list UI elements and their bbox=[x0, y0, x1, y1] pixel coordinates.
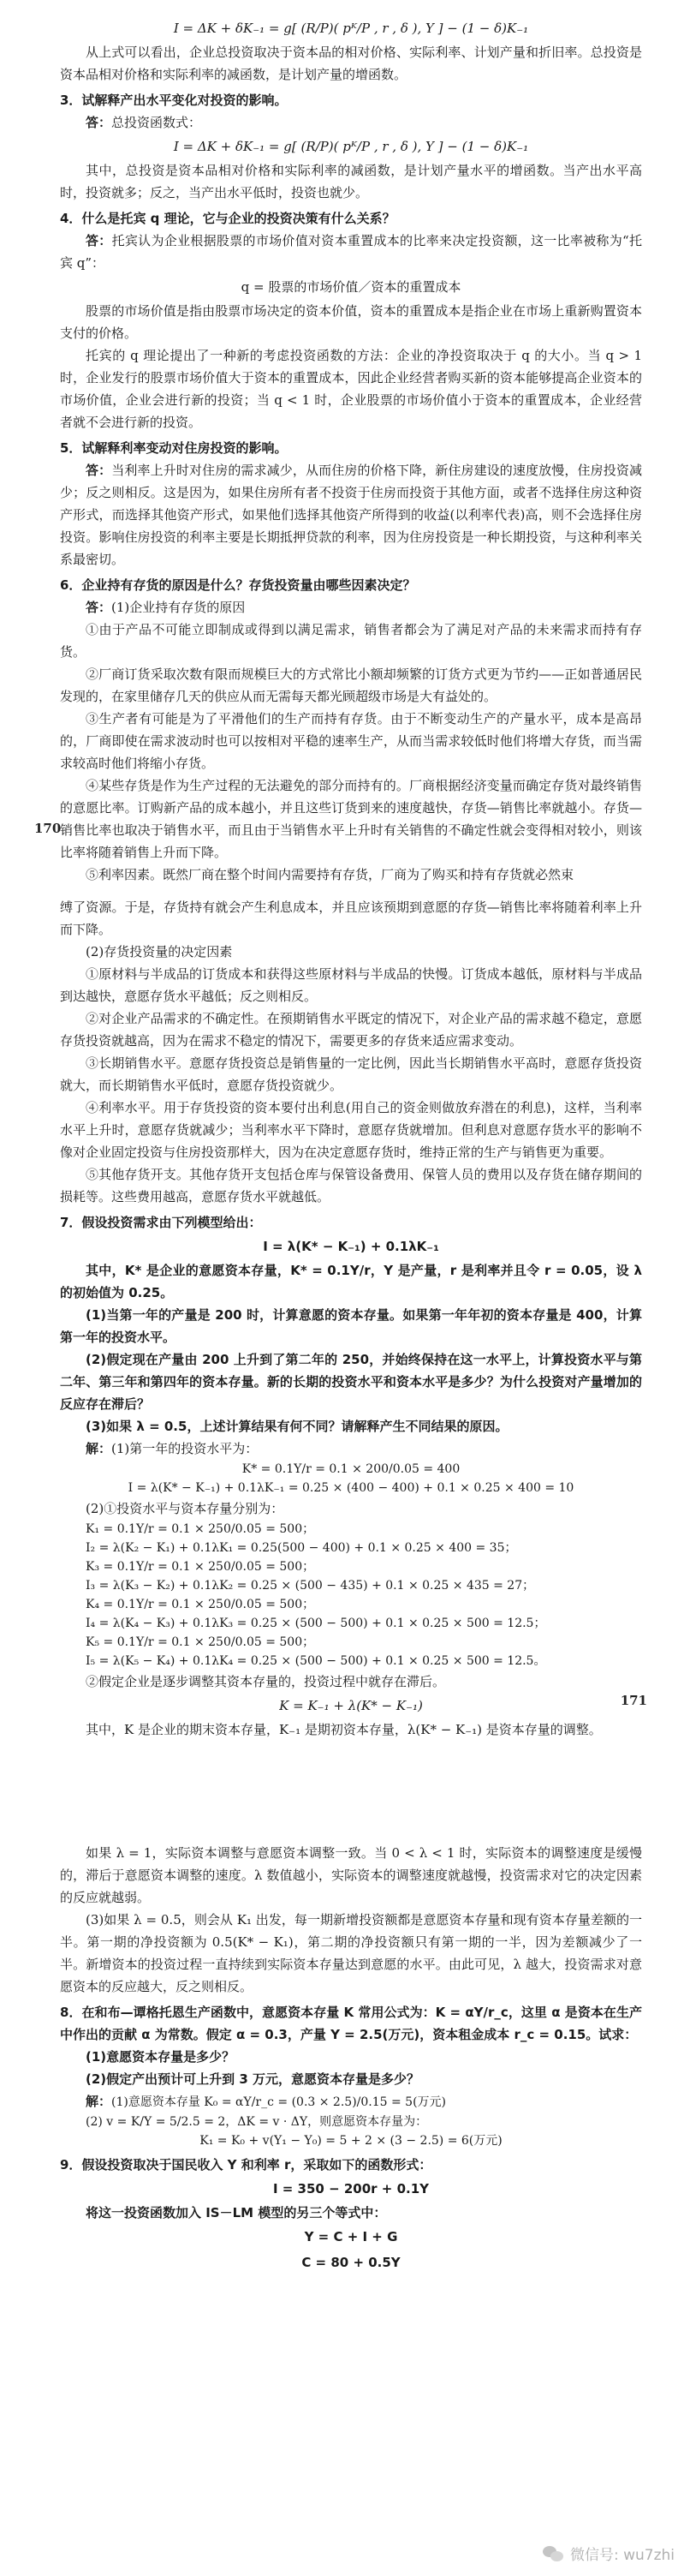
solution-label: 解： bbox=[86, 2094, 112, 2109]
answer-label: 答： bbox=[86, 463, 112, 478]
question-7: 7．假设投资需求由下列模型给出： bbox=[60, 1215, 262, 1230]
calc-line: K₁ = K₀ + v(Y₁ − Y₀) = 5 + 2 × (3 − 2.5) = 6(万元) bbox=[199, 2134, 503, 2148]
calc-line: I = λ(K* − K₋₁) + 0.1λK₋₁ = 0.25 × (400 − 400) + 0.1 × 0.25 × 400 = 10 bbox=[128, 1481, 574, 1495]
paragraph: ⑤其他存货开支。其他存货开支包括仓库与保管设备费用、保管人员的费用以及存货在储存期间的损耗等。这些费用越高，意愿存货水平就越低。 bbox=[60, 1167, 642, 1204]
answer-label: 答： bbox=[86, 115, 112, 130]
paragraph: ③长期销售水平。意愿存货投资总是销售量的一定比例，因此当长期销售水平高时，意愿存货投资就大，而长期销售水平低时，意愿存货投资就少。 bbox=[60, 1055, 642, 1093]
calc-line: K₄ = 0.1Y/r = 0.1 × 250/0.05 = 500； bbox=[86, 1598, 315, 1611]
wechat-icon bbox=[543, 2544, 565, 2563]
calc-line: K₅ = 0.1Y/r = 0.1 × 250/0.05 = 500； bbox=[86, 1635, 315, 1649]
answer-text: (1)企业持有存货的原因 bbox=[111, 600, 246, 615]
question-text: (3)如果 λ = 0.5，上述计算结果有何不同？请解释产生不同结果的原因。 bbox=[86, 1419, 509, 1434]
paragraph: ③生产者有可能是为了平滑他们的生产而持有存货。由于不断变动生产的产量水平，成本是高昂的，厂商即使在需求波动时也可以按相对平稳的速率生产，从而当需求较低时他们将增大存货，而当需求较高时他们将缩小存货。 bbox=[60, 711, 642, 771]
answer-text: 托宾认为企业根据股票的市场价值对资本重置成本的比率来决定投资额，这一比率被称为“托宾 q”： bbox=[60, 233, 642, 271]
page-number: 171 bbox=[620, 1693, 647, 1708]
answer-label: 答： bbox=[86, 600, 112, 615]
paragraph: 如果 λ = 1，实际资本调整与意愿资本调整一致。当 0 < λ < 1 时，实际资本的调整速度是缓慢的，滞后于意愿资本调整的速度。λ 数值越小，实际资本的调整速度就越慢，投资需求对它的决定因素的反应就越弱。 bbox=[60, 1845, 642, 1905]
question-text: (1)意愿资本存量是多少？ bbox=[86, 2049, 235, 2065]
investment-formula: I = ΔK + δK₋₁ = g[ (R/P)( pᴷ/P , r , δ ), Y ] − (1 − δ)K₋₁ bbox=[173, 21, 529, 36]
paragraph: 从上式可以看出，企业总投资取决于资本品的相对价格、实际利率、计划产量和折旧率。总投资是资本品相对价格和实际利率的减函数，是计划产量的增函数。 bbox=[60, 45, 642, 82]
page-172 bbox=[0, 1782, 690, 2576]
watermark-text: 微信号: wu7zhi bbox=[569, 2547, 675, 2564]
paragraph: 其中，总投资是资本品相对价格和实际利率的减函数，是计划产量水平的增函数。当产出水平高时，投资就多；反之，当产出水平低时，投资也就少。 bbox=[60, 163, 642, 200]
question-4: 4．什么是托宾 q 理论，它与企业的投资决策有什么关系？ bbox=[60, 211, 396, 226]
paragraph: ②对企业产品需求的不确定性。在预期销售水平既定的情况下，对企业产品的需求越不稳定，意愿存货投资就越高，因为在需求不稳定的情况下，需要更多的存货来适应需求变动。 bbox=[60, 1011, 642, 1049]
calc-line: I₂ = λ(K₂ − K₁) + 0.1λK₁ = 0.25(500 − 400) + 0.1 × 0.25 × 400 = 35； bbox=[86, 1541, 517, 1555]
page-171 bbox=[0, 891, 690, 1748]
paragraph: 托宾的 q 理论提出了一种新的考虑投资函数的方法：企业的净投资取决于 q 的大小。当 q > 1 时，企业发行的股票市场价值大于资本的重置成本，因此企业经营者购买新的资本能够提高企业资本的市场价值，企业会进行新的投资；当 q < 1 时，企业股票的市场价值小于资本的重置成本，企业经营者就不会进行新的投资。 bbox=[60, 348, 642, 430]
solution-text: (1)意愿资本存量 K₀ = αY/r_c = (0.3 × 2.5)/0.15 = 5(万元) bbox=[111, 2095, 447, 2109]
paragraph: ①原材料与半成品的订货成本和获得这些原材料与半成品的快慢。订货成本越低，原材料与半成品到达越快，意愿存货水平越低；反之则相反。 bbox=[60, 966, 642, 1004]
page-170-content bbox=[60, 15, 642, 886]
question-text: (2)假定产出预计可上升到 3 万元，意愿资本存量是多少？ bbox=[86, 2071, 420, 2087]
question-9: 9．假设投资取决于国民收入 Y 和利率 r，采取如下的函数形式： bbox=[60, 2157, 432, 2173]
question-text: (2)假定现在产量由 200 上升到了第二年的 250，并始终保持在这一水平上，计算投资水平与第二年、第三年和第四年的资本存量。新的长期的投资水平和资本水平是多少？为什么投资对产量增加的反应存在滞后？ bbox=[60, 1352, 642, 1412]
paragraph: 缚了资源。于是，存货持有就会产生利息成本，并且应该预期到意愿的存货—销售比率将随着利率上升而下降。 bbox=[60, 900, 642, 937]
paragraph: ④某些存货是作为生产过程的无法避免的部分而持有的。厂商根据经济变量而确定存货对最终销售的意愿比率。订购新产品的成本越小，并且这些订货到来的速度越快，存货—销售比率就越小。存货—销售比率也取决于销售水平，而且由于当销售水平上升时有关销售的不确定性就会变得相对较小，则该比率将随着销售上升而下降。 bbox=[60, 778, 642, 860]
answer-label: 答： bbox=[86, 233, 112, 248]
question-text: 将这一投资函数加入 IS－LM 模型的另三个等式中： bbox=[86, 2205, 387, 2220]
question-text: (1)当第一年的产量是 200 时，计算意愿的资本存量。如果第一年年初的资本存量是 400，计算第一年的投资水平。 bbox=[60, 1307, 642, 1345]
solution-text: (1)第一年的投资水平为： bbox=[111, 1441, 259, 1456]
paragraph: (2)①投资水平与资本存量分别为： bbox=[86, 1501, 284, 1516]
paragraph: ①由于产品不可能立即制成或得到以满足需求，销售者都会为了满足对产品的未来需求而持有存货。 bbox=[60, 622, 642, 660]
paragraph: ②假定企业是逐步调整其资本存量的，投资过程中就存在滞后。 bbox=[86, 1674, 446, 1689]
tobin-q-formula: q = 股票的市场价值／资本的重置成本 bbox=[241, 279, 461, 295]
paragraph: 股票的市场价值是指由股票市场决定的资本价值，资本的重置成本是指企业在市场上重新购置资本支付的价格。 bbox=[60, 303, 642, 341]
question-5: 5．试解释利率变动对住房投资的影响。 bbox=[60, 440, 288, 456]
answer-text: 当利率上升时对住房的需求减少，从而住房的价格下降，新住房建设的速度放慢，住房投资减少；反之则相反。这是因为，如果住房所有者不投资于住房而投资于其他方面，或者不选择住房这种资产形式，而选择其他资产形式，如果他们选择其他资产所得到的收益(以利率代表)高，则不会选择住房投资。影响住房投资的利率主要是长期抵押贷款的利率，因为住房投资是一种长期投资，与这种利率关系最密切。 bbox=[60, 463, 642, 567]
question-3: 3．试解释产出水平变化对投资的影响。 bbox=[60, 93, 288, 108]
page-171-content bbox=[60, 896, 642, 1741]
is-lm-equation: Y = C + I + G bbox=[304, 2229, 398, 2244]
page-170 bbox=[0, 0, 690, 882]
calc-line: K* = 0.1Y/r = 0.1 × 200/0.05 = 400 bbox=[241, 1462, 461, 1476]
capital-adjustment-formula: K = K₋₁ + λ(K* − K₋₁) bbox=[279, 1698, 423, 1713]
calc-line: I₅ = λ(K₅ − K₄) + 0.1λK₄ = 0.25 × (500 − 500) + 0.1 × 0.25 × 500 = 12.5。 bbox=[86, 1654, 546, 1668]
paragraph: (2)存货投资量的决定因素 bbox=[86, 944, 233, 959]
question-8: 8．在和布—谭格托恩生产函数中，意愿资本存量 K 常用公式为：K = αY/r_c，这里 α 是资本在生产中作出的贡献 α 为常数。假定 α = 0.3，产量 Y = 2.5(万元)，资本租金成本 r_c = 0.15。试求： bbox=[60, 2005, 642, 2042]
investment-function-formula: I = 350 − 200r + 0.1Y bbox=[272, 2181, 430, 2196]
page-172-content bbox=[60, 1842, 642, 2275]
paragraph: ④利率水平。用于存货投资的资本要付出利息(用自己的资金则做放弃潜在的利息)，这样，当利率水平上升时，意愿存货就减少；当利率水平下降时，意愿存货就增加。但利息对意愿存货水平的影响不像对企业固定投资与住房投资那样大，因为在决定意愿存货时，维持正常的生产与销售更为重要。 bbox=[60, 1100, 642, 1160]
investment-formula: I = ΔK + δK₋₁ = g[ (R/P)( pᴷ/P , r , δ ), Y ] − (1 − δ)K₋₁ bbox=[173, 139, 529, 154]
paragraph: ②厂商订货采取次数有限而规模巨大的方式常比小额却频繁的订货方式更为节约——正如普通居民发现的，在家里储存几天的供应从而无需每天都光顾超级市场是大有益处的。 bbox=[60, 666, 642, 704]
watermark bbox=[543, 2543, 675, 2564]
question-6: 6．企业持有存货的原因是什么？存货投资量由哪些因素决定？ bbox=[60, 577, 416, 593]
paragraph: ⑤利率因素。既然厂商在整个时间内需要持有存货，厂商为了购买和持有存货就必然束 bbox=[86, 867, 574, 882]
calc-line: K₃ = 0.1Y/r = 0.1 × 250/0.05 = 500； bbox=[86, 1560, 315, 1574]
page-number: 170 bbox=[34, 821, 62, 836]
answer-text: 总投资函数式： bbox=[111, 115, 202, 130]
is-lm-equation: C = 80 + 0.5Y bbox=[301, 2255, 401, 2270]
calc-line: I₄ = λ(K₄ − K₃) + 0.1λK₃ = 0.25 × (500 − 500) + 0.1 × 0.25 × 500 = 12.5； bbox=[86, 1617, 546, 1630]
investment-demand-formula: I = λ(K* − K₋₁) + 0.1λK₋₁ bbox=[263, 1239, 439, 1254]
question-text: 其中，K* 是企业的意愿资本存量，K* = 0.1Y/r，Y 是产量，r 是利率并且令 r = 0.05，设 λ 的初始值为 0.25。 bbox=[60, 1263, 642, 1300]
calc-line: (2) v = K/Y = 5/2.5 = 2，ΔK = v · ΔY，则意愿资本存量为： bbox=[86, 2115, 428, 2129]
calc-line: I₃ = λ(K₃ − K₂) + 0.1λK₂ = 0.25 × (500 − 435) + 0.1 × 0.25 × 435 = 27； bbox=[86, 1579, 535, 1593]
paragraph: (3)如果 λ = 0.5，则会从 K₁ 出发，每一期新增投资额都是意愿资本存量和现有资本存量差额的一半。第一期的净投资额为 0.5(K* − K₁)，第二期的净投资额只有第一期的一半，因为差额减少了一半。新增资本的投资过程一直持续到实际资本存量达到意愿的水平。由此可见，λ 越大，投资需求对意愿资本的反应越大，反之则相反。 bbox=[60, 1912, 642, 1994]
paragraph: 其中，K 是企业的期末资本存量，K₋₁ 是期初资本存量，λ(K* − K₋₁) 是资本存量的调整。 bbox=[86, 1722, 602, 1737]
calc-line: K₁ = 0.1Y/r = 0.1 × 250/0.05 = 500； bbox=[86, 1522, 315, 1536]
solution-label: 解： bbox=[86, 1441, 112, 1456]
